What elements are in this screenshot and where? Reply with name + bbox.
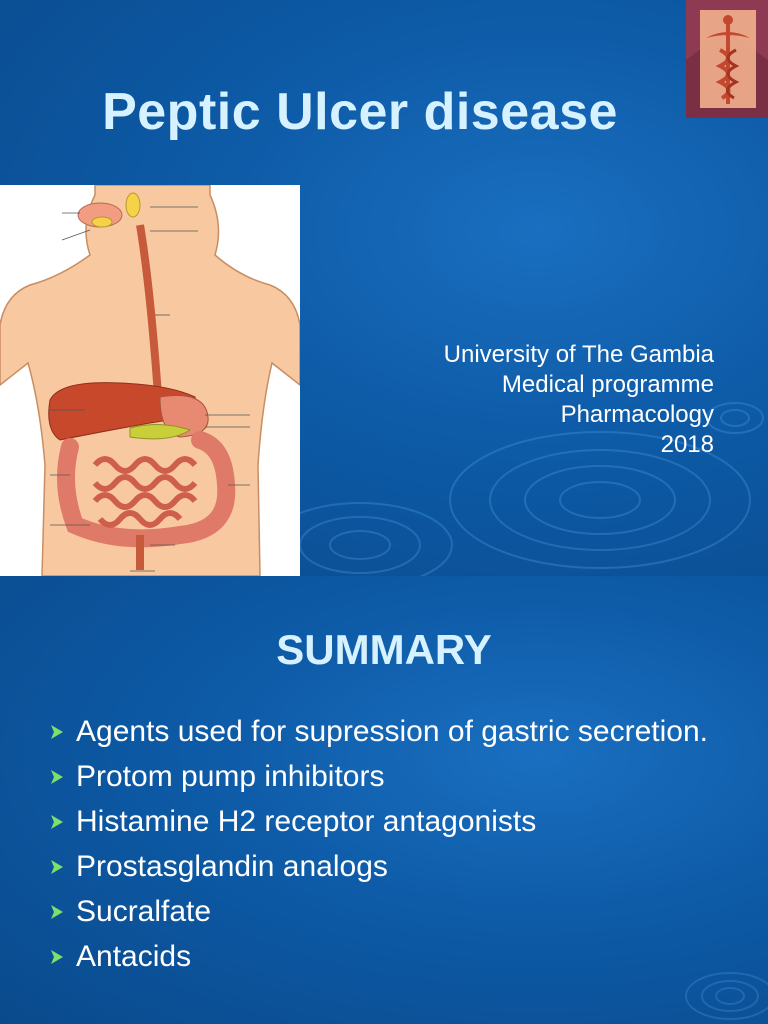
summary-list <box>48 714 722 984</box>
info-programme: Medical programme <box>501 371 714 398</box>
course-info <box>444 340 714 460</box>
bullet-text: Prostasglandin analogs <box>76 850 388 883</box>
arrow-bullet-icon <box>48 723 66 741</box>
summary-heading: SUMMARY <box>276 626 492 673</box>
arrow-bullet-icon <box>48 858 66 876</box>
list-item <box>48 714 722 750</box>
list-item <box>48 804 722 840</box>
arrow-bullet-icon <box>48 903 66 921</box>
arrow-bullet-icon <box>48 813 66 831</box>
summary-slide <box>0 576 768 1024</box>
bullet-text: Antacids <box>76 940 192 973</box>
bullet-text: Agents used for supression of gastric secretion. <box>76 715 708 748</box>
digestive-system-illustration <box>0 185 300 576</box>
bullet-text: Sucralfate <box>76 895 212 928</box>
bullet-text: Protom pump inhibitors <box>76 760 385 793</box>
list-item <box>48 849 722 885</box>
info-subject: Pharmacology <box>560 401 714 428</box>
list-item <box>48 939 722 975</box>
slide-title: Peptic Ulcer disease <box>102 83 618 141</box>
caduceus-icon <box>686 0 768 118</box>
logo <box>686 0 768 118</box>
arrow-bullet-icon <box>48 768 66 786</box>
info-university: University of The Gambia <box>443 341 714 368</box>
info-year: 2018 <box>660 431 714 458</box>
arrow-bullet-icon <box>48 948 66 966</box>
list-item <box>48 759 722 795</box>
list-item <box>48 894 722 930</box>
bullet-text: Histamine H2 receptor antagonists <box>76 805 537 838</box>
